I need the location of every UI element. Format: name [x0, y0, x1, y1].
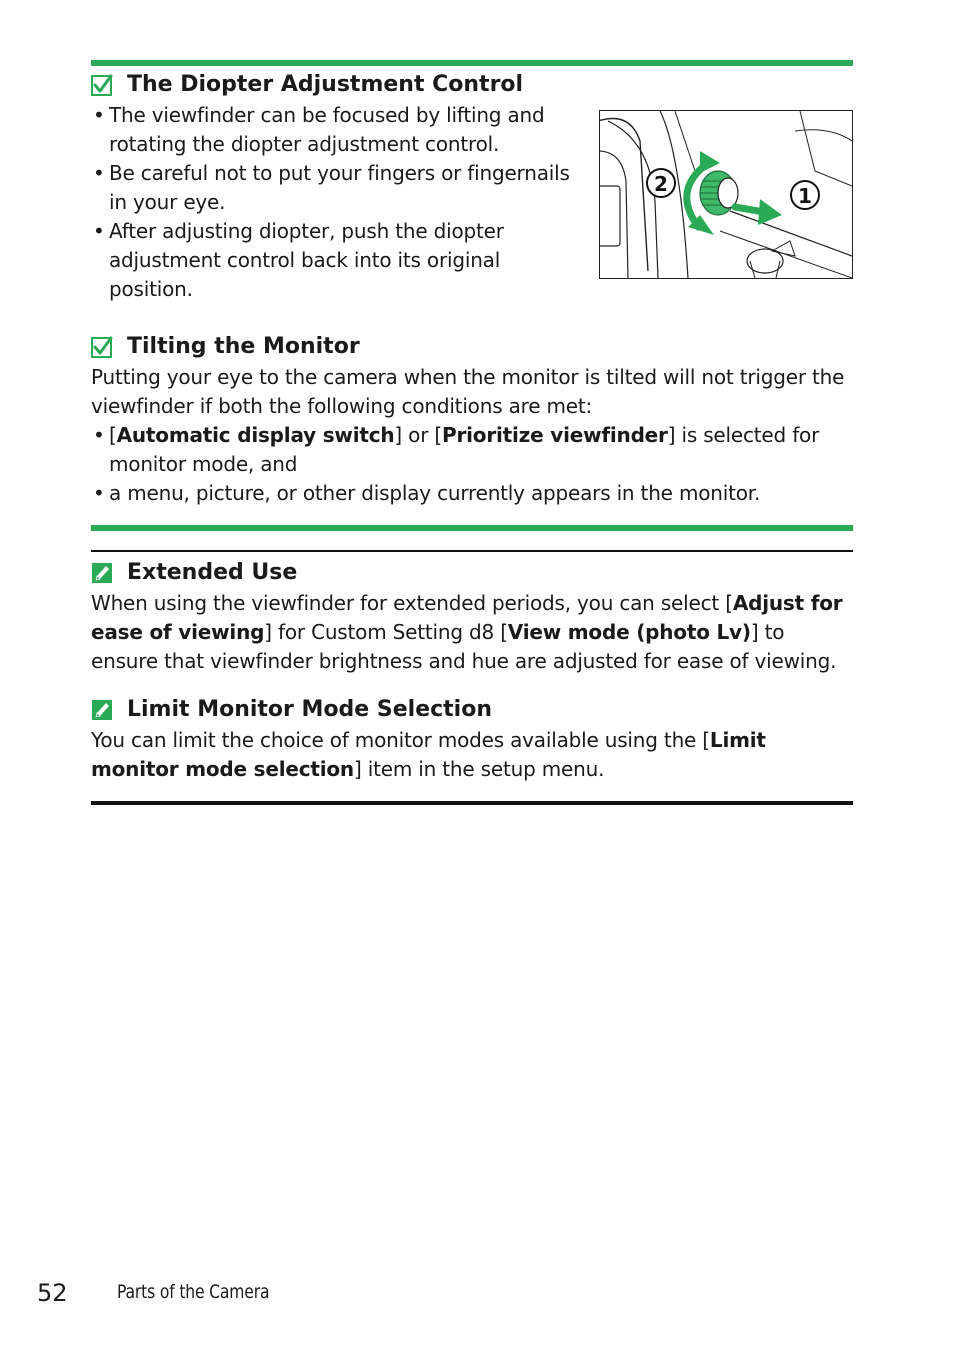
chapter-title: Parts of the Camera — [117, 1281, 270, 1303]
note-top-rule — [91, 550, 853, 552]
camera-diopter-illustration — [599, 110, 853, 279]
pencil-icon — [91, 562, 113, 584]
list-item: • [Automatic display switch] or [Prioritize viewfinder] is selected for monitor mode, and — [93, 423, 820, 476]
check-icon — [91, 74, 113, 96]
limit-monitor-text: You can limit the choice of monitor modes available using the [Limit monitor mode selection] item in the setup menu. — [91, 728, 766, 781]
tilting-intro: Putting your eye to the camera when the monitor is tilted will not trigger the viewfinder if both the following conditions are met: — [91, 365, 845, 418]
list-item: • After adjusting diopter, push the diopter adjustment control back into its original position. — [93, 219, 504, 301]
page-number: 52 — [37, 1279, 68, 1307]
option-adjust-for-ease: Adjust for ease of viewing — [91, 591, 843, 644]
limit-monitor-title: Limit Monitor Mode Selection — [127, 697, 492, 722]
limit-monitor-heading — [91, 696, 492, 724]
bullet-text: The viewfinder can be focused by lifting and rotating the diopter adjustment control. — [109, 103, 545, 156]
section-bottom-rule — [91, 525, 853, 531]
option-automatic-display-switch: Automatic display switch — [116, 423, 395, 447]
tilting-bullet-list — [91, 421, 859, 508]
tilting-title: Tilting the Monitor — [127, 334, 360, 359]
diopter-bullet-list — [91, 101, 581, 304]
svg-text:1: 1 — [798, 184, 812, 208]
extended-use-heading — [91, 559, 297, 587]
section-top-rule — [91, 60, 853, 66]
extended-use-title: Extended Use — [127, 560, 298, 585]
bullet-text: a menu, picture, or other display currently appears in the monitor. — [109, 481, 761, 505]
bullet-text: [Automatic display switch] or [Prioritize viewfinder] is selected for monitor mode, and — [109, 423, 820, 476]
list-item: • The viewfinder can be focused by lifting and rotating the diopter adjustment control. — [93, 103, 545, 156]
bullet-text: After adjusting diopter, push the diopter adjustment control back into its original position. — [109, 219, 504, 301]
list-item: • a menu, picture, or other display currently appears in the monitor. — [93, 481, 761, 505]
option-limit-monitor-mode: Limit monitor mode selection — [91, 728, 766, 781]
list-item: • Be careful not to put your fingers or fingernails in your eye. — [93, 161, 570, 214]
check-icon — [91, 336, 113, 358]
option-prioritize-viewfinder: Prioritize viewfinder — [442, 423, 668, 447]
svg-text:2: 2 — [654, 172, 668, 196]
diopter-heading — [91, 71, 523, 99]
diopter-title: The Diopter Adjustment Control — [127, 72, 524, 97]
bullet-text: Be careful not to put your fingers or fingernails in your eye. — [109, 161, 570, 214]
extended-use-text: When using the viewfinder for extended periods, you can select [Adjust for ease of viewing] for Custom Setting d8 [View mode (photo Lv)] to ensure that viewfinder brightness and hue are adjusted for ease of viewing. — [91, 591, 843, 673]
tilting-heading — [91, 333, 360, 361]
option-view-mode: View mode (photo Lv) — [507, 620, 751, 644]
diopter-illustration-svg — [600, 111, 852, 278]
note-bottom-rule — [91, 801, 853, 805]
pencil-icon — [91, 699, 113, 721]
